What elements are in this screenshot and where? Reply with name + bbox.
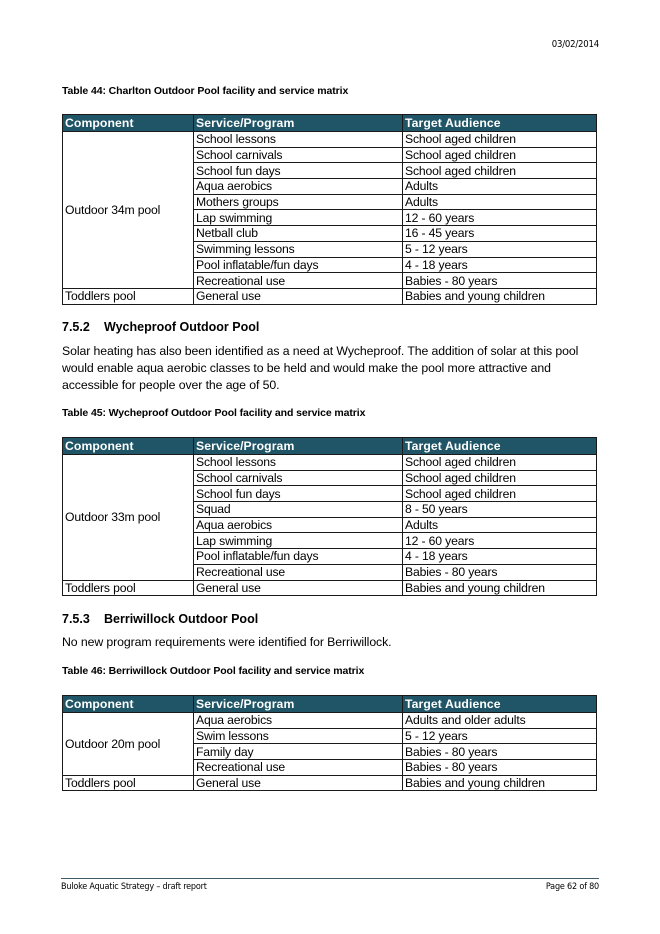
document-date: 03/02/2014: [551, 39, 599, 50]
component-cell: Outdoor 33m pool: [63, 455, 194, 581]
service-program-cell: School lessons: [194, 132, 403, 148]
target-audience-cell: 4 - 18 years: [403, 257, 597, 273]
target-audience-cell: Adults and older adults: [403, 713, 597, 729]
component-cell: Outdoor 34m pool: [63, 132, 194, 289]
component-cell: Toddlers pool: [63, 775, 194, 791]
service-program-cell: General use: [194, 775, 403, 791]
section-7-5-3-body: No new program requirements were identified for Berriwillock.: [62, 635, 392, 649]
target-audience-cell: Babies and young children: [403, 775, 597, 791]
target-audience-cell: 12 - 60 years: [403, 210, 597, 226]
column-header: Service/Program: [194, 696, 403, 713]
section-title: Wycheproof Outdoor Pool: [104, 320, 260, 334]
component-cell: Outdoor 20m pool: [63, 713, 194, 776]
footer-document-title: Buloke Aquatic Strategy – draft report: [61, 882, 207, 892]
target-audience-cell: School aged children: [403, 163, 597, 179]
target-audience-cell: School aged children: [403, 455, 597, 471]
table-header-row: [63, 438, 597, 455]
target-audience-cell: Babies - 80 years: [403, 760, 597, 776]
target-audience-cell: Babies and young children: [403, 580, 597, 596]
table-header-row: [63, 696, 597, 713]
service-program-cell: School carnivals: [194, 147, 403, 163]
service-program-cell: Pool inflatable/fun days: [194, 257, 403, 273]
target-audience-cell: 5 - 12 years: [403, 728, 597, 744]
service-program-cell: School lessons: [194, 455, 403, 471]
target-audience-cell: Babies - 80 years: [403, 744, 597, 760]
target-audience-cell: Babies - 80 years: [403, 273, 597, 289]
table-44-caption: Table 44: Charlton Outdoor Pool facility and service matrix: [62, 85, 349, 97]
table-45: [62, 437, 597, 596]
service-program-cell: Squad: [194, 502, 403, 518]
table-46-caption: Table 46: Berriwillock Outdoor Pool facility and service matrix: [62, 665, 365, 677]
service-program-cell: General use: [194, 288, 403, 304]
table-row: [63, 288, 597, 304]
service-program-cell: Swimming lessons: [194, 241, 403, 257]
section-number: 7.5.3: [62, 612, 90, 626]
service-program-cell: Aqua aerobics: [194, 179, 403, 195]
service-program-cell: General use: [194, 580, 403, 596]
table-row: [63, 455, 597, 471]
target-audience-cell: Adults: [403, 179, 597, 195]
service-program-cell: Recreational use: [194, 273, 403, 289]
target-audience-cell: Adults: [403, 517, 597, 533]
table-row: [63, 775, 597, 791]
column-header: Component: [63, 115, 194, 132]
service-program-cell: School fun days: [194, 163, 403, 179]
section-heading-7-5-3: [62, 612, 258, 626]
footer-page-number: Page 62 of 80: [545, 882, 599, 892]
service-program-cell: Aqua aerobics: [194, 517, 403, 533]
target-audience-cell: 8 - 50 years: [403, 502, 597, 518]
target-audience-cell: School aged children: [403, 132, 597, 148]
target-audience-cell: School aged children: [403, 486, 597, 502]
component-cell: Toddlers pool: [63, 580, 194, 596]
target-audience-cell: 16 - 45 years: [403, 226, 597, 242]
service-program-cell: Recreational use: [194, 564, 403, 580]
section-title: Berriwillock Outdoor Pool: [104, 612, 259, 626]
table-row: [63, 713, 597, 729]
section-7-5-2-body: Solar heating has also been identified as a need at Wycheproof. The addition of solar at this pool would enable aqua aerobic classes to be held and would make the pool more attractive and accessible for people over the age of 50.: [62, 344, 579, 392]
target-audience-cell: Babies - 80 years: [403, 564, 597, 580]
target-audience-cell: School aged children: [403, 470, 597, 486]
column-header: Component: [63, 696, 194, 713]
column-header: Service/Program: [194, 438, 403, 455]
service-program-cell: Mothers groups: [194, 194, 403, 210]
column-header: Target Audience: [403, 696, 597, 713]
column-header: Service/Program: [194, 115, 403, 132]
table-row: [63, 580, 597, 596]
column-header: Component: [63, 438, 194, 455]
component-cell: Toddlers pool: [63, 288, 194, 304]
target-audience-cell: 5 - 12 years: [403, 241, 597, 257]
service-program-cell: School fun days: [194, 486, 403, 502]
column-header: Target Audience: [403, 438, 597, 455]
service-program-cell: Family day: [194, 744, 403, 760]
service-program-cell: Swim lessons: [194, 728, 403, 744]
service-program-cell: Recreational use: [194, 760, 403, 776]
target-audience-cell: 4 - 18 years: [403, 549, 597, 565]
table-row: [63, 132, 597, 148]
table-44: [62, 114, 597, 305]
table-46: [62, 695, 597, 791]
section-heading-7-5-2: [62, 320, 259, 334]
target-audience-cell: Adults: [403, 194, 597, 210]
target-audience-cell: 12 - 60 years: [403, 533, 597, 549]
section-number: 7.5.2: [62, 320, 90, 334]
column-header: Target Audience: [403, 115, 597, 132]
service-program-cell: Pool inflatable/fun days: [194, 549, 403, 565]
service-program-cell: School carnivals: [194, 470, 403, 486]
target-audience-cell: School aged children: [403, 147, 597, 163]
target-audience-cell: Babies and young children: [403, 288, 597, 304]
service-program-cell: Netball club: [194, 226, 403, 242]
service-program-cell: Lap swimming: [194, 533, 403, 549]
table-header-row: [63, 115, 597, 132]
service-program-cell: Aqua aerobics: [194, 713, 403, 729]
footer-divider: [61, 878, 599, 879]
service-program-cell: Lap swimming: [194, 210, 403, 226]
table-45-caption: Table 45: Wycheproof Outdoor Pool facility and service matrix: [62, 407, 366, 419]
